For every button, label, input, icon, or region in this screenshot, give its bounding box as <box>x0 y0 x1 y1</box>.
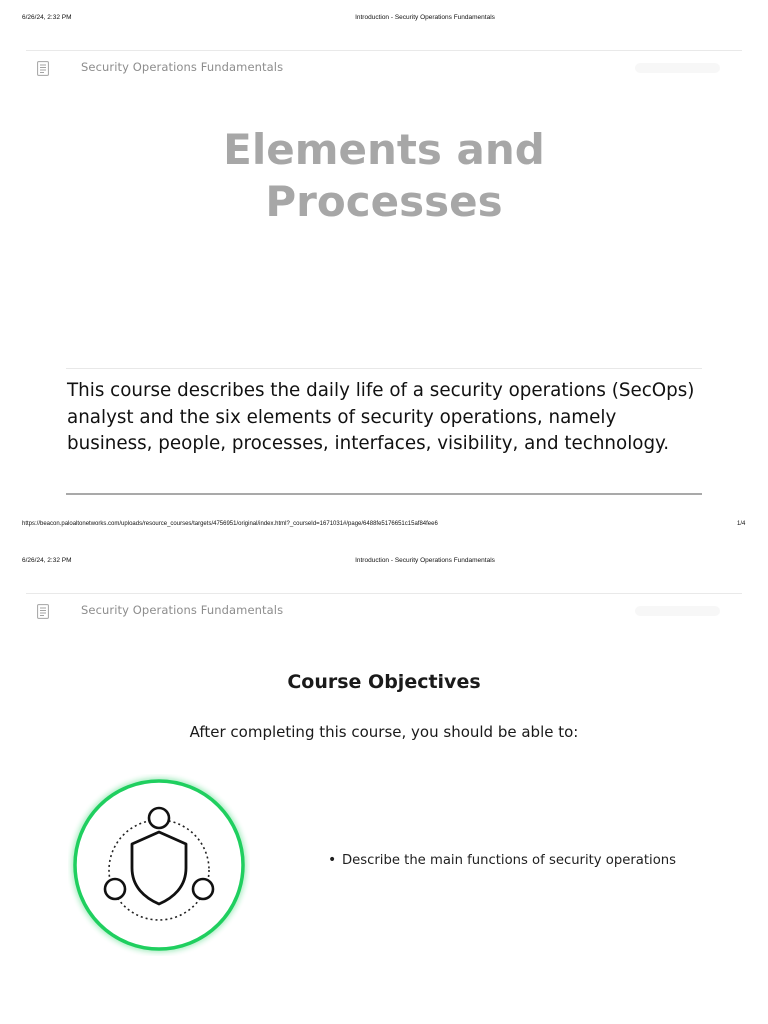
hero-title-line-2: Processes <box>265 177 503 226</box>
print-header <box>0 14 768 26</box>
course-bar <box>26 50 742 91</box>
course-bar-right-placeholder <box>635 606 720 616</box>
node-top <box>149 808 169 828</box>
objectives-subheading: After completing this course, you should be able to: <box>189 723 579 741</box>
node-left <box>105 879 125 899</box>
print-header-page-2 <box>0 557 768 569</box>
intro-paragraph: This course describes the daily life of a security operations (SecOps) analyst and the six elements of security operations, namely business, people, processes, interfaces, visibility, and technology. <box>67 380 695 454</box>
hero-title-line-1: Elements and <box>223 125 545 174</box>
document-icon[interactable] <box>37 604 49 619</box>
course-bar-right-placeholder <box>635 63 720 73</box>
objectives-heading: Course Objectives <box>287 671 481 693</box>
shield-network-icon <box>68 774 250 956</box>
print-date: 6/26/24, 2:32 PM <box>22 557 72 564</box>
print-footer <box>0 521 768 533</box>
course-title: Security Operations Fundamentals <box>81 60 284 74</box>
print-doc-title: Introduction - Security Operations Fundamentals <box>355 557 495 564</box>
print-doc-title: Introduction - Security Operations Fundamentals <box>355 14 495 21</box>
print-date: 6/26/24, 2:32 PM <box>22 14 72 21</box>
course-bar-page-2 <box>26 593 742 634</box>
intro-bottom-divider <box>66 493 702 495</box>
objective-item: • Describe the main functions of security operations <box>328 853 676 868</box>
print-url: https://beacon.paloaltonetworks.com/uploads/resource_courses/targets/4756951/original/index.html?_courseId=1671031#/page/6488fe5176651c15af84fee6 <box>22 521 438 527</box>
hero-title <box>0 124 768 228</box>
intro-top-divider <box>66 368 702 369</box>
course-title: Security Operations Fundamentals <box>81 603 284 617</box>
document-icon[interactable] <box>37 61 49 76</box>
print-page-number: 1/4 <box>737 521 746 527</box>
node-right <box>193 879 213 899</box>
objectives-list <box>328 853 676 868</box>
